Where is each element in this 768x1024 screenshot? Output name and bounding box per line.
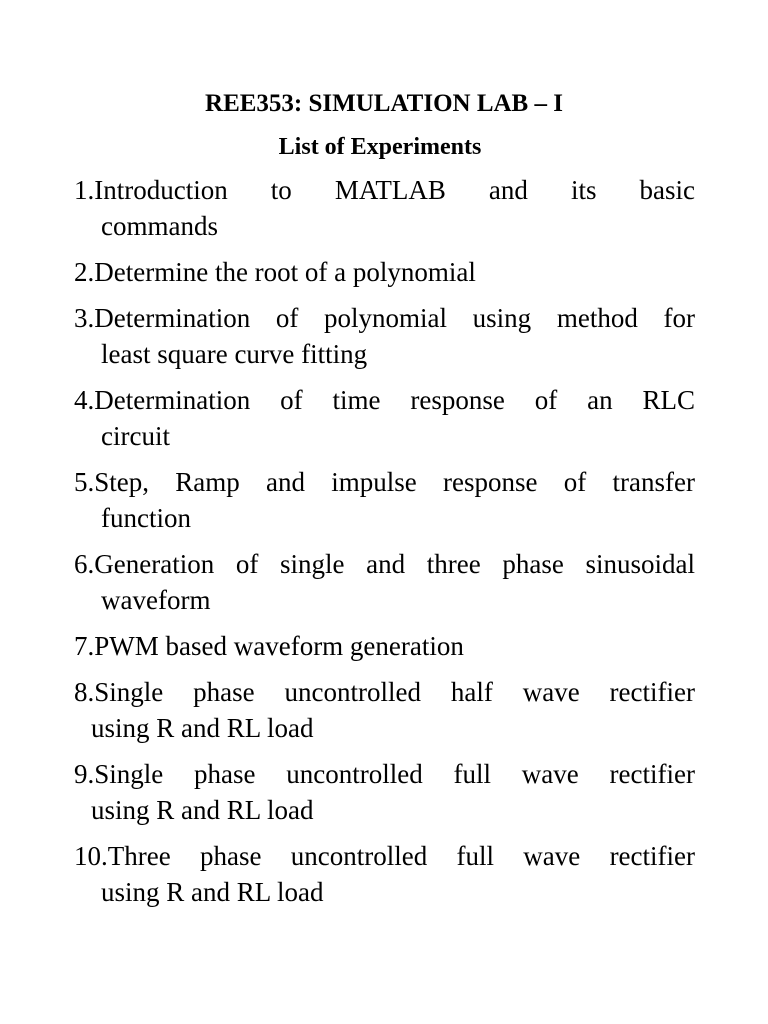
list-item-continuation: function [101,503,191,533]
list-item [74,674,695,746]
list-item-continuation: least square curve fitting [101,339,368,369]
list-item-continuation: waveform [101,585,211,615]
list-item-text: 3.Determination of polynomial using method for [74,303,695,333]
list-item [74,464,695,536]
page-title: REE353: SIMULATION LAB – I [205,90,563,117]
list-item [74,546,695,618]
list-item-continuation: circuit [101,421,170,451]
list-item-text: 2.Determine the root of a polynomial [74,257,476,287]
list-item [74,254,695,290]
list-item [74,838,695,910]
experiment-list [74,172,695,920]
list-item [74,756,695,828]
list-item-continuation: using R and RL load [91,713,314,743]
list-item-continuation: commands [101,211,218,241]
list-item-continuation: using R and RL load [91,795,314,825]
list-item [74,382,695,454]
list-item [74,628,695,664]
list-item-text: 6.Generation of single and three phase sinusoidal [74,549,695,579]
page-subtitle: List of Experiments [278,134,482,160]
list-item-text: 1.Introduction to MATLAB and its basic [74,175,695,205]
list-item-text: 8.Single phase uncontrolled half wave rectifier [74,677,695,707]
list-item-text: 5.Step, Ramp and impulse response of transfer [74,467,695,497]
list-item-continuation: using R and RL load [101,877,324,907]
list-item-text: 7.PWM based waveform generation [74,631,464,661]
list-item [74,172,695,244]
list-item-text: 4.Determination of time response of an RLC [74,385,695,415]
list-item-text: 9.Single phase uncontrolled full wave rectifier [74,759,695,789]
list-item [74,300,695,372]
list-item-text: 10.Three phase uncontrolled full wave rectifier [74,841,695,871]
